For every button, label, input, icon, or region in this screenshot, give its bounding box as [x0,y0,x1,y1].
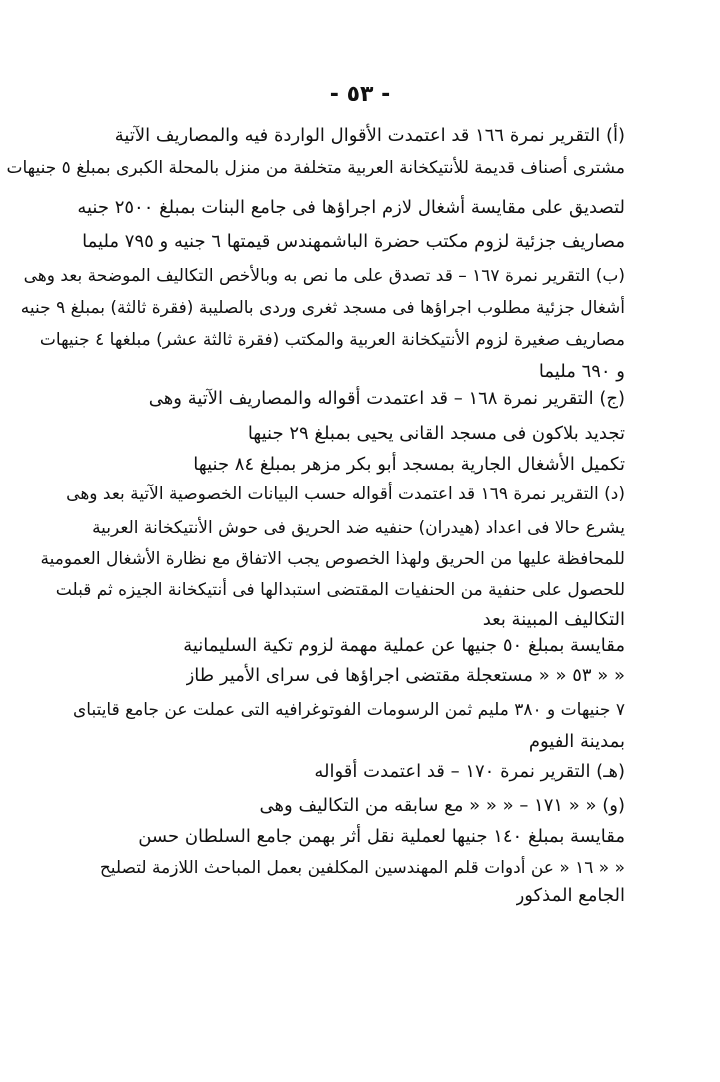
text-line-10: تجديد بلاكون فى مسجد القانى يحيى بمبلغ ٢٩ جنيها [247,423,625,444]
text-line-4: مصاريف جزئية لزوم مكتب حضرة الباشمهندس قيمتها ٦ جنيه و ٧٩٥ مليما [82,231,625,252]
text-line-12: (د) التقرير نمرة ١٦٩ قد اعتمدت أقواله حسب البيانات الخصوصية الآتية بعد وهى [66,484,625,504]
text-line-6: أشغال جزئية مطلوب اجراؤها فى مسجد ثغرى وردى بالصليبة (فقرة ثالثة) بمبلغ ٩ جنيه [20,298,625,318]
page-number: - ٥٣ - [329,82,391,107]
text-line-20: بمدينة الفيوم [528,731,625,752]
text-line-8: و ٦٩٠ مليما [538,361,625,382]
text-line-24: « « ١٦ « عن أدوات قلم المهندسين المكلفين بعمل المباحث اللازمة لتصليح [99,858,625,878]
text-line-1: (أ) التقرير نمرة ١٦٦ قد اعتمدت الأقوال الواردة فيه والمصاريف الآتية [114,125,625,146]
text-line-3: لتصديق على مقايسة أشغال لازم اجراؤها فى جامع البنات بمبلغ ٢٥٠٠ جنيه [77,197,625,218]
text-line-14: للمحافظة عليها من الحريق ولهذا الخصوص يجب الاتفاق مع نظارة الأشغال العمومية [40,549,625,569]
text-line-21: (هـ) التقرير نمرة ١٧٠ – قد اعتمدت أقواله [314,761,625,782]
text-line-23: مقايسة بمبلغ ١٤٠ جنيها لعملية نقل أثر بهمن جامع السلطان حسن [138,826,625,847]
text-line-9: (ج) التقرير نمرة ١٦٨ – قد اعتمدت أقواله والمصاريف الآتية وهى [148,388,625,409]
text-line-22: (و) « « ١٧١ – « « « مع سابقه من التكاليف وهى [259,795,625,816]
text-line-15: للحصول على حنفية من الحنفيات المقتضى استبدالها فى أنتيكخانة الجيزه ثم قبلت [55,580,625,600]
text-line-11: تكميل الأشغال الجارية بمسجد أبو بكر مزهر بمبلغ ٨٤ جنيها [193,454,625,475]
text-line-7: مصاريف صغيرة لزوم الأنتيكخانة العربية والمكتب (فقرة ثالثة عشر) مبلغها ٤ جنيهات [39,330,625,350]
text-line-17: مقايسة بمبلغ ٥٠ جنيها عن عملية مهمة لزوم تكية السليمانية [183,635,625,656]
text-line-2: مشترى أصناف قديمة للأنتيكخانة العربية متخلفة من منزل بالمحلة الكبرى بمبلغ ٥ جنيهات [6,158,625,178]
text-line-18: « « ٥٣ « « مستعجلة مقتضى اجراؤها فى سراى الأمير طاز [185,665,625,686]
text-line-5: (ب) التقرير نمرة ١٦٧ – قد تصدق على ما نص به وبالأخص التكاليف الموضحة بعد وهى [23,266,625,286]
text-line-13: يشرع حالا فى اعداد (هيدران) حنفيه ضد الحريق فى حوش الأنتيكخانة العربية [92,518,625,538]
text-line-25: الجامع المذكور [515,885,625,906]
text-line-16: التكاليف المبينة بعد [482,609,625,630]
text-line-19: ٧ جنيهات و ٣٨٠ مليم ثمن الرسومات الفوتوغرافيه التى عملت عن جامع قايتباى [72,700,625,720]
